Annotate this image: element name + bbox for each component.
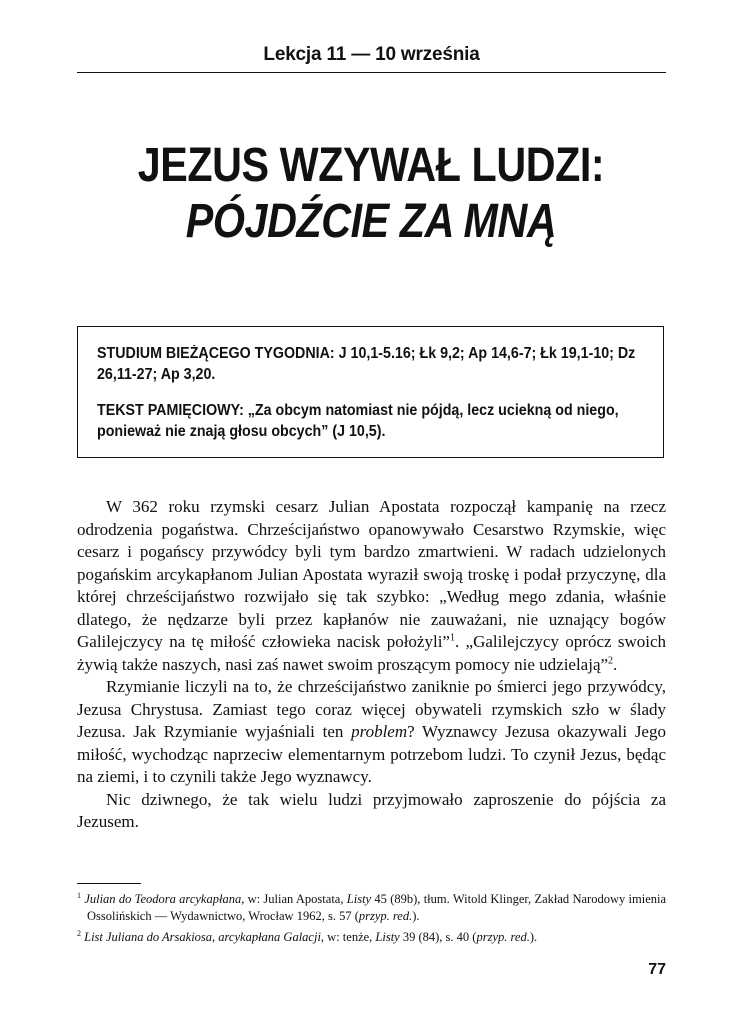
footnote-1-end: ).: [412, 909, 420, 924]
footnote-1-note: przyp. red.: [358, 909, 413, 924]
paragraph-2-part-b: ? Wyznawcy Jezusa okazywali Jego miłość, wychodząc naprzeciw elementarnym potrzebom ludzi. To czynił Jezus, będąc na ziemi, i to czynili także Jego wyznawcy.: [77, 722, 666, 786]
footnote-ref-2: 2: [608, 654, 614, 666]
footnote-rule: [77, 883, 141, 884]
paragraph-2-emphasis: problem: [351, 722, 408, 741]
study-box: [77, 326, 664, 458]
memory-text: TEKST PAMIĘCIOWY: „Za obcym natomiast nie pójdą, lecz uciekną od niego, ponieważ nie znają głosu obcych” (J 10,5).: [97, 402, 619, 440]
footnote-1-number: 1: [77, 891, 81, 900]
footnote-2-number: 2: [77, 929, 81, 939]
footnotes: [77, 887, 666, 946]
footnote-2-end: ).: [529, 930, 538, 945]
title-line-2: PÓJDŹCIE ZA MNĄ: [185, 195, 557, 248]
header-rule: [77, 72, 666, 73]
footnote-1-work: Listy: [346, 892, 372, 907]
paragraph-3: Nic dziwnego, że tak wielu ludzi przyjmowało zaproszenie do pójścia za Jezusem.: [77, 789, 666, 831]
footnote-2-mid-2: 39 (84), s. 40 (: [399, 930, 477, 945]
footnote-2-title: List Juliana do Arsakiosa, arcykapłana Galacji: [84, 930, 321, 945]
footnote-1-mid-1: , w: Julian Apostata,: [241, 892, 347, 907]
paragraph-1-part-a: W 362 roku rzymski cesarz Julian Apostata rozpoczął kampanię na rzecz odrodzenia pogaństwa. Chrześcijaństwo opanowywało Cesarstwo Rzymskie, więc cesarz i pogańscy przywódcy byli tym bardzo zmartwieni. W radach udzielonych pogańskim arcykapłanom Julian Apostata wyraził swoją troskę i podał przyczynę, dla której chrześcijaństwo rozwijało się tak szybko: „Według mego zdania, właśnie dlatego, że nędzarze byli przez kapłanów nie zauważani, nie uznający bogów Galilejczycy na tę miłość człowieka nacisk położyli”: [77, 497, 666, 651]
paragraph-2-part-a: Rzymianie liczyli na to, że chrześcijaństwo zaniknie po śmierci jego przywódcy, Jezusa Chrystusa. Zamiast tego coraz więcej obywateli rzymskich szło w ślady Jezusa. Jak Rzymianie wyjaśniali ten: [77, 677, 666, 741]
footnote-1: [77, 887, 666, 925]
page-title: [104, 138, 639, 250]
footnote-2-work: Listy: [375, 930, 400, 945]
page-number: 77: [648, 961, 666, 978]
footnote-1-title: Julian do Teodora arcykapłana: [84, 892, 242, 907]
footnote-1-mid-2: 45 (89b), tłum. Witold Klinger, Zakład Narodowy imienia Ossolińskich — Wydawnictwo, Wrocław 1962, s. 57 (: [87, 892, 667, 924]
weekly-study-text: STUDIUM BIEŻĄCEGO TYGODNIA: J 10,1-5.16; Łk 9,2; Ap 14,6-7; Łk 19,1-10; Dz 26,11-27; Ap 3,20.: [97, 345, 636, 383]
paragraph-1-part-c: .: [613, 654, 618, 674]
title-line-1: JEZUS WZYWAŁ LUDZI:: [137, 139, 605, 192]
footnote-ref-1: 1: [449, 632, 455, 644]
footnote-2-mid-1: , w: tenże,: [320, 930, 376, 945]
paragraph-1: [77, 496, 666, 676]
footnote-2: [77, 925, 666, 946]
paragraph-2: [77, 676, 666, 789]
paragraph-1-part-b: . „Galilejczycy oprócz swoich żywią także naszych, nasi zaś nawet swoim proszącym pomocy nie udzielają”: [77, 632, 667, 674]
body-text: [77, 496, 666, 834]
footnote-2-note: przyp. red.: [476, 930, 530, 945]
lesson-header: Lekcja 11 — 10 września: [263, 44, 480, 65]
